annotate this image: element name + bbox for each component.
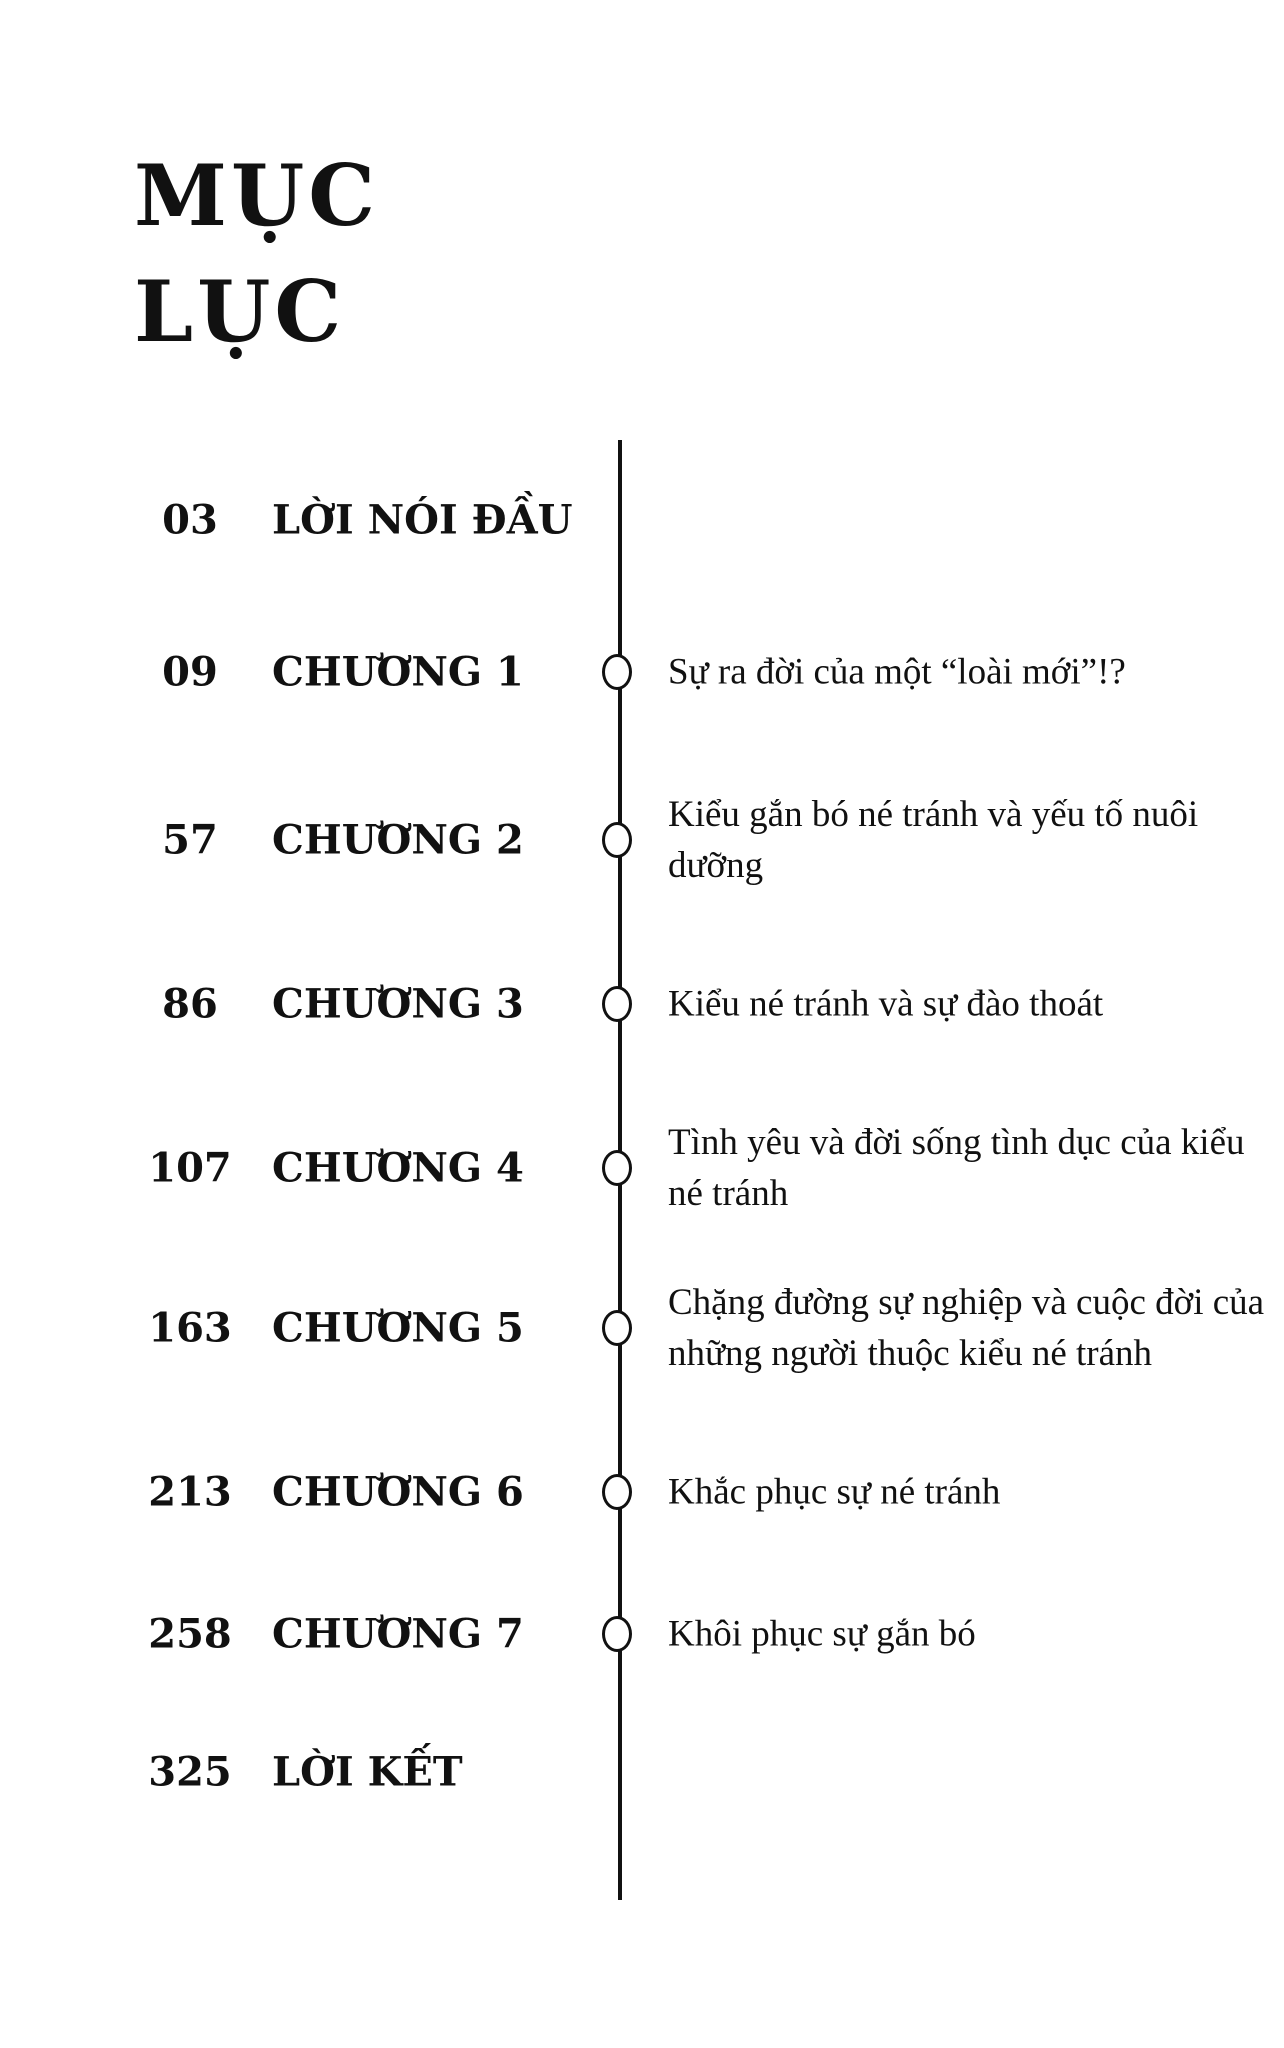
toc-entry-description: Sự ra đời của một “loài mới”!? [668, 651, 1126, 693]
timeline-node-icon [602, 1616, 632, 1652]
toc-entry-label: CHƯƠNG 7 [272, 1610, 524, 1658]
toc-page-number: 03 [162, 496, 218, 544]
toc-entry-description: Kiểu gắn bó né tránh và yếu tố nuôi dưỡng [668, 794, 1199, 886]
toc-entry-epilogue[interactable] [0, 1712, 1284, 1832]
toc-entry-label: CHƯƠNG 1 [272, 648, 524, 696]
toc-entry-label: CHƯƠNG 4 [272, 1144, 524, 1192]
toc-entry-label: CHƯƠNG 5 [272, 1304, 524, 1352]
toc-page-number: 86 [162, 980, 218, 1028]
toc-page-number: 57 [162, 816, 218, 864]
title-line-1: MỤC [134, 146, 380, 245]
toc-page-number: 325 [148, 1748, 232, 1796]
toc-entry-description: Tình yêu và đời sống tình dục của kiểu né tránh [668, 1122, 1245, 1214]
toc-page-number: 09 [162, 648, 218, 696]
timeline-node-icon [602, 1150, 632, 1186]
toc-page-number: 213 [148, 1468, 232, 1516]
timeline-node-icon [602, 822, 632, 858]
toc-entry-description: Khắc phục sự né tránh [668, 1471, 1001, 1513]
toc-entry-label: CHƯƠNG 2 [272, 816, 524, 864]
timeline-node-icon [602, 654, 632, 690]
timeline-node-icon [602, 1474, 632, 1510]
toc-entry-description: Khôi phục sự gắn bó [668, 1613, 976, 1655]
timeline-node-icon [602, 986, 632, 1022]
toc-page-number: 107 [148, 1144, 232, 1192]
toc-entry-label: LỜI NÓI ĐẦU [272, 496, 573, 544]
toc-entry-description: Kiểu né tránh và sự đào thoát [668, 983, 1104, 1025]
toc-entry-chapter-2[interactable] [0, 780, 1284, 900]
timeline-node-icon [602, 1310, 632, 1346]
toc-entry-chapter-4[interactable] [0, 1108, 1284, 1228]
title-line-2: LỤC [134, 262, 346, 361]
toc-entry-chapter-7[interactable] [0, 1574, 1284, 1694]
toc-entry-preface[interactable] [0, 460, 1284, 580]
toc-entry-chapter-3[interactable] [0, 944, 1284, 1064]
toc-entry-chapter-6[interactable] [0, 1432, 1284, 1552]
toc-page-number: 163 [148, 1304, 232, 1352]
toc-entry-chapter-5[interactable] [0, 1268, 1284, 1388]
page-title [134, 138, 379, 370]
toc-entry-label: CHƯƠNG 3 [272, 980, 524, 1028]
toc-entry-chapter-1[interactable] [0, 612, 1284, 732]
toc-page-number: 258 [148, 1610, 232, 1658]
toc-entry-description: Chặng đường sự nghiệp và cuộc đời của những người thuộc kiểu né tránh [668, 1282, 1265, 1374]
toc-entry-label: LỜI KẾT [272, 1748, 463, 1796]
toc-entry-label: CHƯƠNG 6 [272, 1468, 524, 1516]
